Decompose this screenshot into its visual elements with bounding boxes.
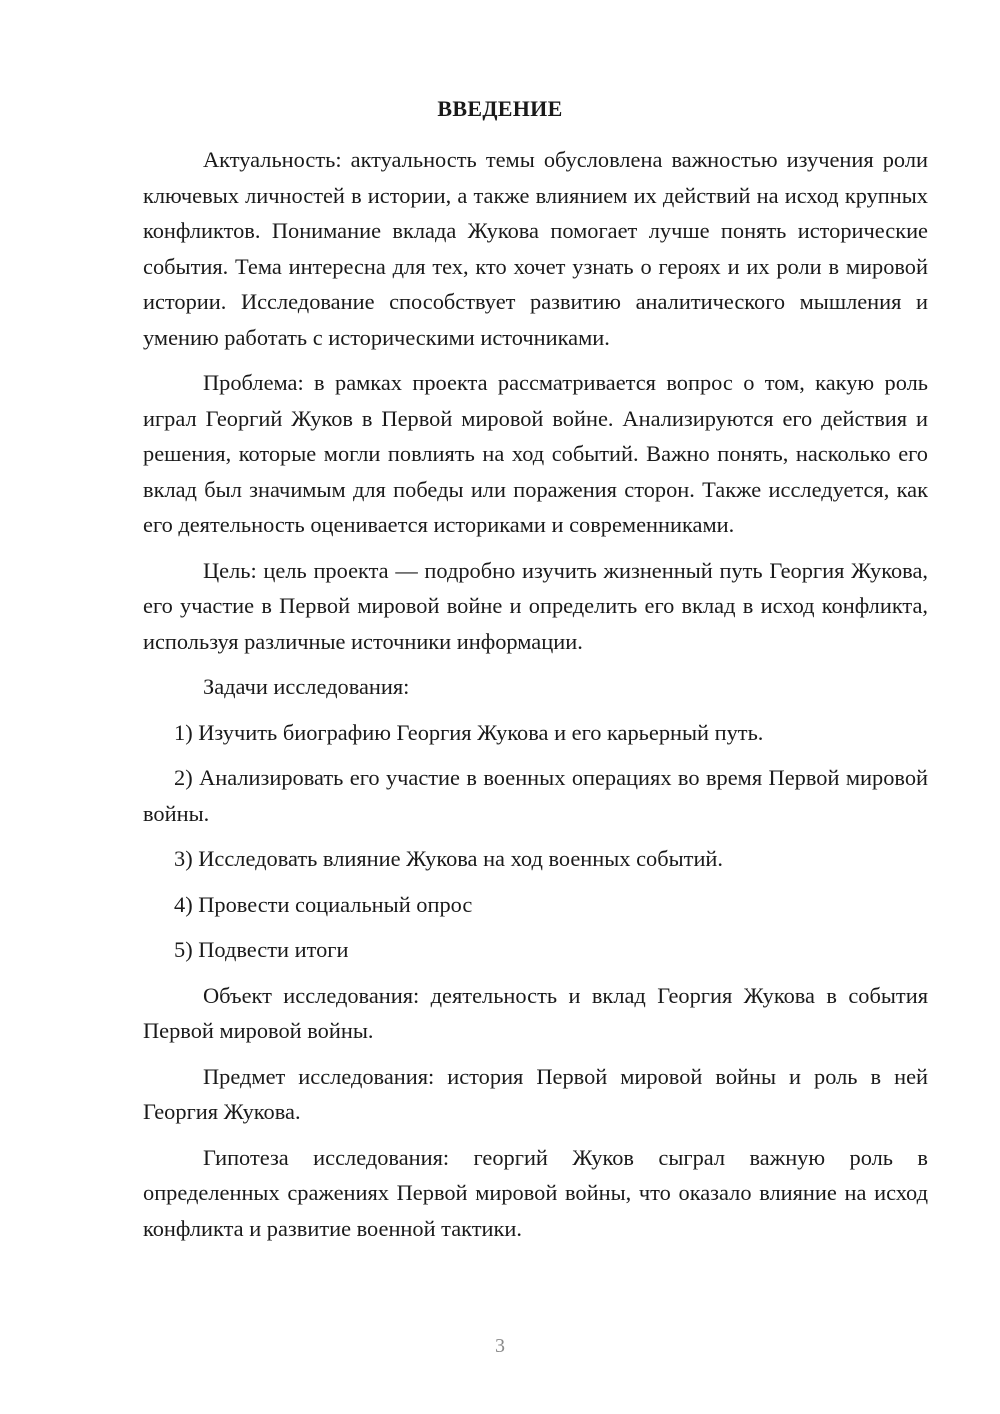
problem-paragraph: Проблема: в рамках проекта рассматривается вопрос о том, какую роль играл Георгий Жуков в Первой мировой войне. Анализируются его действия и решения, которые могли повлиять на ход событий. Важно понять, насколько его вклад был значимым для победы или поражения сторон. Также исследуется, как его деятельность оценивается историками и современниками. bbox=[143, 370, 928, 537]
page-title: ВВЕДЕНИЕ bbox=[437, 96, 563, 121]
object-paragraph: Объект исследования: деятельность и вклад Георгия Жукова в события Первой мировой войны. bbox=[143, 982, 928, 1043]
subject-paragraph: Предмет исследования: история Первой мировой войны и роль в ней Георгия Жукова. bbox=[143, 1063, 928, 1124]
relevance-paragraph: Актуальность: актуальность темы обусловлена важностью изучения роли ключевых личностей в истории, а также влиянием их действий на исход крупных конфликтов. Понимание вклада Жукова помогает лучше понять исторические события. Тема интересна для тех, кто хочет узнать о героях и их роли в мировой истории. Исследование способствует развитию аналитического мышления и умению работать с историческими источниками. bbox=[143, 147, 928, 350]
hypothesis-paragraph: Гипотеза исследования: георгий Жуков сыграл важную роль в определенных сражениях Первой мировой войны, что оказало влияние на исход конфликта и развитие военной тактики. bbox=[143, 1144, 928, 1241]
task-item-4: 4) Провести социальный опрос bbox=[174, 891, 473, 917]
page-content bbox=[143, 142, 928, 1256]
task-item-2: 2) Анализировать его участие в военных операциях во время Первой мировой войны. bbox=[143, 765, 928, 826]
tasks-heading: Задачи исследования: bbox=[203, 674, 410, 699]
page-number: 3 bbox=[495, 1335, 505, 1357]
goal-paragraph: Цель: цель проекта — подробно изучить жизненный путь Георгия Жукова, его участие в Первой мировой войне и определить его вклад в исход конфликта, используя различные источники информации. bbox=[143, 557, 928, 654]
task-item-5: 5) Подвести итоги bbox=[174, 937, 349, 962]
task-item-3: 3) Исследовать влияние Жукова на ход военных событий. bbox=[174, 846, 724, 871]
task-item-1: 1) Изучить биографию Георгия Жукова и его карьерный путь. bbox=[174, 719, 764, 745]
